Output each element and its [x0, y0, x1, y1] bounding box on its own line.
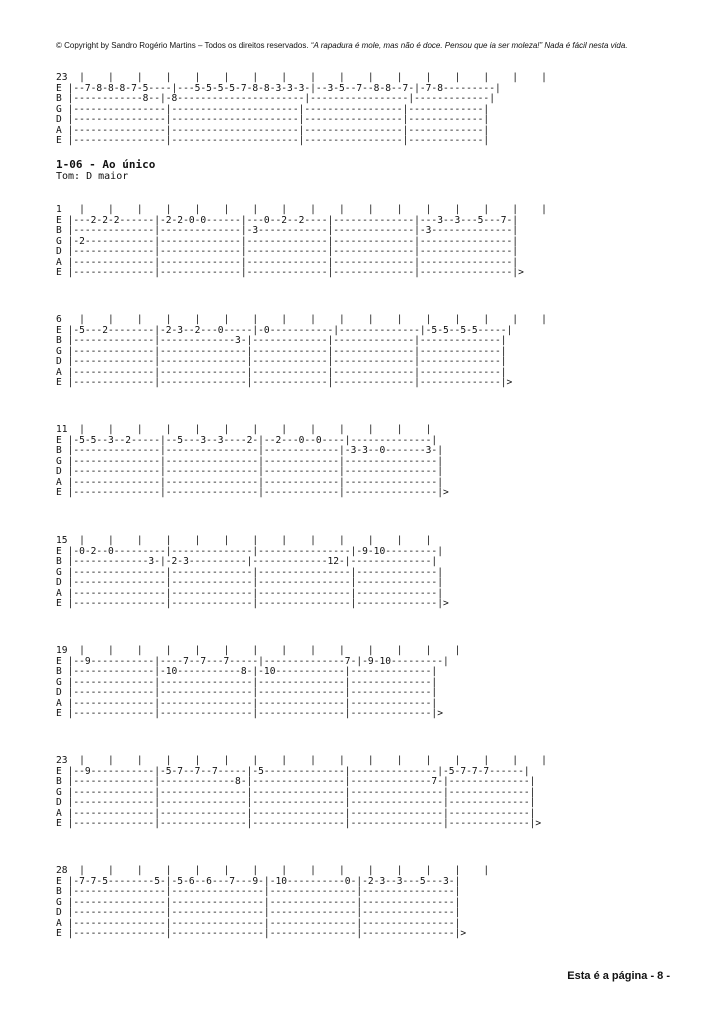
copyright-notice	[56, 41, 706, 50]
tab-block-measure-15: 15 | | | | | | | | | | | | | E |-0-2--0---------|--------------|----------------|-9-10---------| B |-------------3-|-2-3----------|-------------12-|--------------| G |----------------|--------------|----------------|--------------| D |----------------|--------------|----------------|--------------| A |----------------|--------------|----------------|--------------| E |----------------|--------------|----------------|--------------|>	[56, 535, 449, 609]
tab-block-measure-6: 6 | | | | | | | | | | | | | | | | | E |-5---2--------|-2-3--2---0-----|-0-----------|--------------|-5-5--5-5-----| B |--------------|-------------3-|-------------|--------------|--------------| G |--------------|---------------|-------------|--------------|--------------| D |--------------|---------------|-------------|--------------|--------------| A |--------------|---------------|-------------|--------------|--------------| E |--------------|---------------|-------------|--------------|--------------|>	[56, 314, 547, 388]
tab-block-measure-28: 28 | | | | | | | | | | | | | | | E |-7-7-5--------5-|-5-6--6---7---9-|-10----------0-|-2-3--3---5---3-| B |----------------|----------------|---------------|----------------| G |----------------|----------------|---------------|----------------| D |----------------|----------------|---------------|----------------| A |----------------|----------------|---------------|----------------| E |----------------|----------------|---------------|----------------|>	[56, 865, 490, 939]
tab-block-measure-23: 23 | | | | | | | | | | | | | | | | | E |--9-----------|-5-7--7--7-----|-5--------------|---------------|-5-7-7-7------| B |--------------|-------------8-|----------------|--------------7-|--------------| G |--------------|---------------|----------------|----------------|--------------| D |--------------|---------------|----------------|----------------|--------------| A |--------------|---------------|----------------|----------------|--------------| E |--------------|---------------|----------------|----------------|--------------|>	[56, 755, 547, 829]
copyright-text: © Copyright by Sandro Rogério Martins – Todos os direitos reservados.	[56, 41, 309, 50]
tab-block-measure-11: 11 | | | | | | | | | | | | | E |-5-5--3--2-----|--5---3--3----2-|--2---0--0----|--------------| B |---------------|----------------|-------------|-3-3--0-------3-| G |---------------|----------------|-------------|----------------| D |---------------|----------------|-------------|----------------| A |---------------|----------------|-------------|----------------| E |---------------|----------------|-------------|----------------|>	[56, 424, 449, 498]
tab-block-measure-19: 19 | | | | | | | | | | | | | | E |--9-----------|----7--7---7-----|--------------7-|-9-10---------| B |--------------|-10-----------8-|-10------------|--------------| G |--------------|----------------|---------------|--------------| D |--------------|----------------|---------------|--------------| A |--------------|----------------|---------------|--------------| E |--------------|----------------|---------------|--------------|>	[56, 645, 461, 719]
tab-block-measure-23-top: 23 | | | | | | | | | | | | | | | | | E |--7-8-8-8-7-5----|---5-5-5-5-7-8-8-3-3-3-|--3-5--7--8-8--7-|-7-8---------| B |------------8--|-8----------------------|-----------------|-------------| G |----------------|----------------------|-----------------|-------------| D |----------------|----------------------|-----------------|-------------| A |----------------|----------------------|-----------------|-------------| E |----------------|----------------------|-----------------|-------------|	[56, 72, 547, 146]
page-number: Esta é a página - 8 -	[567, 970, 670, 982]
song-key: Tom: D maior	[56, 171, 129, 182]
slogan-text: “A rapadura é mole, mas não é doce. Pensou que ia ser moleza!” Nada é fácil nesta vida.	[310, 41, 628, 50]
song-title: 1-06 - Ao único	[56, 158, 156, 171]
tab-block-measure-1: 1 | | | | | | | | | | | | | | | | | E |---2-2-2------|-2-2-0-0------|---0--2--2----|--------------|---3--3---5---7-| B |--------------|--------------|-3------------|--------------|-3--------------| G |-2------------|--------------|--------------|--------------|----------------| D |--------------|--------------|--------------|--------------|----------------| A |--------------|--------------|--------------|--------------|----------------| E |--------------|--------------|--------------|--------------|----------------|>	[56, 204, 547, 278]
